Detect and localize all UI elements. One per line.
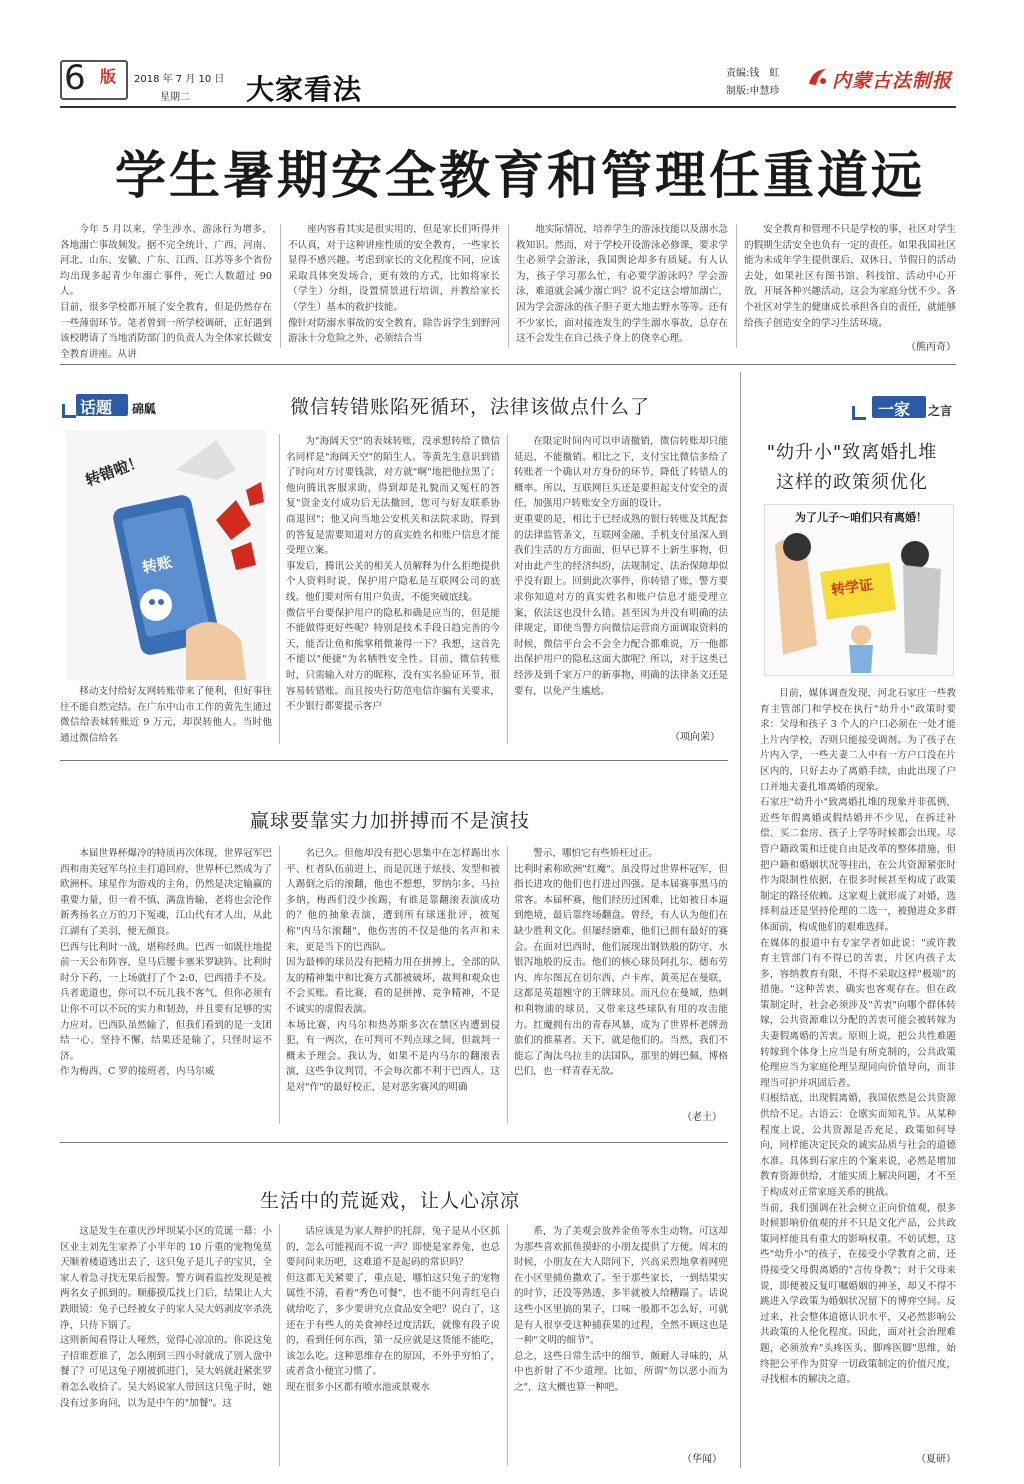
wechat-byline: （项向荣） <box>670 732 720 743</box>
illustration-bubble: 转错啦！ <box>82 452 146 490</box>
tag-corner-icon-right <box>852 406 866 420</box>
wechat-divider-1 <box>279 434 280 744</box>
wechat-title: 微信转错账陷死循环，法律该做点什么了 <box>289 396 650 418</box>
illustration-screen-text: 转账 <box>140 553 174 577</box>
topic-tag <box>62 394 172 424</box>
right-title-line-1: "幼升小"致离婚扎堆 <box>766 442 938 463</box>
lead-divider-1 <box>280 224 281 348</box>
wechat-col-3: 在限定时间内可以申请撤销，微信转账却只能延迟，不能撤销。相比之下，支付宝比微信多给了转账者一个确认对方身份的环节，降低了转错人的概率。所以，互联网巨头还是要担起支付安全的责任，加强用户转账安全方面的设计。 更重要的是，相比于已经成熟的银行转账及其配套的法律监管条文，互联网金融、手机支付虽深入到我们生活的方方面面，但早已算不上新生事物，但对由此产生的经济纠纷，法规制定、法治保障却似乎没有跟上。回到此次事件，你转错了账，警方要求你知道对方的真实姓名和账户信息才能受理立案，依法这也没什么错。甚至因为并没有明确的法律规定，即使当警方向微信运营商方面调取资料的时候，微信平台会不会全力配合都难说，万一他都出保护用户的隐私这面大旗呢？所以，对于这类已经涉及到千家万户的新事物，明确的法律条文还是要有，以免产生尴尬。 <box>514 436 728 697</box>
rabbit-divider-2 <box>507 1224 508 1466</box>
wechat-caption: 移动支付给好友网转账带来了便利，但好事往往不能自然完结。在广东中山市工作的黄先生通过微信给表妹转账近 9 万元，却误转他人。当时他通过微信给名 <box>60 686 272 744</box>
lead-col-3: 地实际情况，培养学生的游泳技能以及溺水急救知识。然而，对于学校开设游泳必修课，要求学生必须学会游泳，我国舆论却多有质疑。有人认为，孩子学习那么忙，有必要学游泳吗？学会游泳，难道就会减少溺亡吗？说不定这会增加溺亡，因为学会游泳的孩子胆子更大地去野水等等。还有不少家长，面对接连发生的学生溺水事故，总存在这不会发生在自己孩子身上的侥幸心理。 <box>516 224 728 345</box>
lead-divider-2 <box>508 224 509 348</box>
layout-credit: 制版:申慧珍 <box>726 86 780 97</box>
lead-bottom-rule <box>60 364 956 365</box>
football-byline: （老土） <box>682 1112 722 1123</box>
opinion-tag <box>852 396 962 426</box>
cartoon-caption: 为了儿子～咱们只有离婚！ <box>795 511 927 524</box>
paper-name-logo: 内蒙古法制报 <box>832 70 953 92</box>
main-headline: 学生暑期安全教育和管理任重道远 <box>114 146 925 206</box>
masthead <box>0 0 1024 112</box>
rabbit-col-2: 话应该是为家人辩护的托辞，兔子是从小区抓的，怎么可能视而不说一声？即使是家养兔，也总要问问来历吧，这难道不是起码的常识吗？ 但这都无关紧要了，重点是，哪怕这只兔子的宠物属性不清，看着"秀色可餐"，也不能不问青红皂白就给吃了，多少要讲究点食品安全吧？说白了，这还在于有些人的美食神经过度活跃，就像有段子说的，看到任何东西，第一反应就是这货能不能吃，该怎么吃。这种思维存在的原因，不外乎穷怕了，或者贪小便宜习惯了。 现在很多小区都有喷水池或景观水 <box>286 1226 500 1393</box>
editor-credit: 责编:钱 虹 <box>726 68 780 79</box>
right-body: 目前，媒体调查发现，河北石家庄一些教育主管部门和学校在执行"幼升小"政策时要求：父母和孩子 3 个人的户口必须在一处才能上片内学校，否则只能接受调剂。为了孩子在片内入学，一些夫妻二人中有一方户口没在片区内的，只好去办了离婚手续，由此出现了户口并地夫妻扎堆离婚的现象。 石家庄"幼升小"致离婚扎堆的现象并非孤例，近些年假离婚或假结婚并不少见，在拆迁补偿、买二套房、孩子上学等时候都会出现。尽管户籍政策和迁徙自由是改革的整体措施，但把户籍和婚姻状况等挂出，在公共资源紧张时作为限制性依据，在很多时候甚至构成了政策制定的路径依赖。这家观上就形成了对婚，选择利益还是坚持伦理的二选一，被抛进众多群体面前，构成他们的艰难选择。 在媒体的报道中有专家学者如此说："或许教育主管部门有不得已的苦衷，片区内孩子太多，容纳教育有限，不得不采取这样"极端"的措施。"这种苦衷，确实也客观存在。但在政策制定时，社会必须涉及"苦衷"向哪个群体转嫁，公共资源难以分配的苦衷可能会被转嫁为夫妻假离婚的苦衷。原则上说，把公共性难题转嫁到个体身上应当是有所克制的，公共政策伦理应当为家庭伦理呈现同向价值导向，而非理当可护并巩固后者。 归根结底，出现假离婚，我国依然是公共资源供给不足。古语云：仓廪实而知礼节。从某种程度上说，公共资源是否充足，政策如何导向，同样能决定民众的诚实品质与社会的道德水准。具体到石家庄的个案来说，必然是增加教育资源供给，才能实质上解决问题，才不至于构成对正常家庭关系的挑战。 当前，我们强调在社会树立正向价值观，很多时候影响价值观的并不只是文化产品，公共政策同样能具有重大的影响权重。不妨试想，这些"幼升小"的孩子，在接受小学教育之前，还得接受父母假离婚的"言传身教"；对于父母来说，即便被反复叮嘱婚姻的神圣，却又不得不跳进入学政策为婚姻状况留下的博弈空间。反过来，社会整体道德认识水平，又必然影响公共政策的人伦化程度。因此，面对社会治理难题，必须放弃"头疼医头、脚疼医脚"思维，始终把公平作为贯穿一切政策制定的价值尺度，寻找根本的解决之道。 <box>760 688 956 1386</box>
masthead-rule <box>60 106 956 108</box>
football-divider-2 <box>507 846 508 1124</box>
topic-tag-main: 话题 <box>80 398 113 417</box>
wechat-col-2: 为"海阔天空"的表妹转账，没承想转给了微信名同样是"海阔天空"的陌生人。等黄先生意识到错了时向对方讨要钱款，对方就"啊"地把他拉黑了；他向腾讯客服求助，得到却是礼貌而又冤枉的答复"资金支付成功后无法撤回，您可与好友联系协商退回"；他又向当地公安机关和法院求助，得到的答复是需要知道对方的真实姓名和账户信息才能受理立案。 事发后，腾讯公关的相关人员解释为什么拒绝提供个人资料时说，保护用户隐私是互联网公司的底线。他们要对所有用户负责，不能突破底线。 微信平台要保护用户的隐私和确是应当的，但是能不能做得更好些呢？特别是技术手段日趋完善的今天，能否让鱼和熊掌稍微兼得一下？我想，这首先不能以"便捷"为名牺牲安全性。目前，微信转账时，只需输入对方的昵称，没有实名验证环节，很容易转错账。而且按央行防范电信诈骗有关要求，不少银行都要提示客户 <box>286 436 500 713</box>
page-number: 6 <box>64 58 86 98</box>
football-bottom-rule <box>60 1142 728 1143</box>
wechat-divider-2 <box>507 434 508 744</box>
lead-col-1: 今年 5 月以来，学生涉水、游泳行为增多，各地溺亡事故频发。据不完全统计，广西、河南、河北、山东、安徽、广东、江西、江苏等多个省份均出现多起青少年溺亡事件，死亡人数超过 90 人。 目前，很多学校都开展了安全教育，但是仍然存在一些薄弱环节。笔者曾到一所学校调研，正好遇到该校聘请了当地消防部门的负责人为全体家长做安全教育讲座。从讲 <box>60 224 272 360</box>
opinion-tag-sub: 之言 <box>928 404 953 418</box>
wechat-bottom-rule <box>60 760 728 761</box>
right-column-divider <box>740 372 741 1468</box>
lead-divider-3 <box>736 224 737 348</box>
lead-byline: （熊丙奇） <box>906 342 956 353</box>
lead-col-2: 座内容看其实是很实用的，但是家长们听得并不认真，对于这种讲座性质的安全教育，一些家长显得不感兴趣。考虑到家长的文化程度不同，应该采取具体突发场合，更有效的方式，比如将家长（学生）分组，设置情景进行培训，并教给家长（学生）基本的救护技能。 像针对防溺水事故的安全教育，除告诉学生到野河游泳十分危险之外，必须结合当 <box>288 224 500 345</box>
football-col-2: 名已久。但他却没有把心思集中在怎样踢出水平、杠者队伍前进上，而是沉迷于炫技、发型和被人踢倒之后的滚翻，他也不想想，罗纳尔多、马拉多纳，梅西们没少挨踢，有谁是靠翻滚表演成功的？他的抽象表演，遭到所有球迷批评，被冤称"内马尔滚翻"，他伤害的不仅是他的名声和未来，更是当下的巴西队。 因为最棒的球员没有把精力用在拼搏上，全部的队友的精神集中和比赛方式都被破坏，裁判和观众也不会买账。看比赛，看的是拼搏、竞争精神，不是不诚实的虚假表演。 本场比赛，内马尔和热苏斯多次在禁区内遭到侵犯，有一两次，在可判可不判点球之间，但裁判一概未予理会。我认为，如果不是内马尔的翻滚表演，这些争议判罚，不会每次都不利于巴西人。这是对"作"的最好校正，是对恶劣赛风的明确 <box>286 848 500 1093</box>
issue-date: 2018 年 7 月 10 日 <box>134 74 225 85</box>
wechat-illustration <box>66 430 266 680</box>
section-title: 大家看法 <box>246 73 363 106</box>
right-byline: （夏研） <box>916 1454 956 1465</box>
football-divider-1 <box>279 846 280 1124</box>
football-title: 赢球要靠实力加拼搏而不是演技 <box>249 810 530 832</box>
football-col-1: 本届世界杯爆冷的特质再次体现，世界冠军巴西和南美冠军乌拉圭打道回府，世界杯已然成为了欧洲杯。球星作为游戏的主角，仍然是决定输赢的重要力量，但一着不慎、满盘皆输，老将也会沦作新秀扬名立万的刀下冤魂，江山代有才人出，从此江湖有了美羽，便无颜良。 巴西与比利时一战，堪称经典。巴西一如既往地提前一天公布阵容，皇马后腰卡塞米罗缺阵。比利时时分下药，一上场就打了个 2:0，巴西措手不及。兵者诡道也，你可以不玩儿我不客气，但你必须有让你不可以不玩的实力和韧劲，并且要有足够的实力应对。巴西队虽然输了，但我们看到的是一支团结一心、坚持不懈，结果还是输了，只怪时运不济。 作为梅西、C 罗的接班者，内马尔威 <box>60 848 272 1078</box>
football-col-3: 警示，哪怕它有些矫枉过正。 比利时素称欧洲"红魔"。虽没得过世界杯冠军，但指长进攻的他们也打进过四强。是本届赛事黑马的常客。本届杯赛，他们经历过困难，比如被日本逼到绝境，最后靠终场翻盘。曾经，有人认为他们在缺少胜利文化。但屡经磨难，他们已拥有最好的赛会。在面对巴西时，他们展现出钢铁般的防守、水银泻地般的反击。他们的核心球员阿扎尔、德布劳内、库尔图瓦在切尔西、卢卡库、黄英尼在曼联，这都是英超翘守的王牌球员。而凡位在曼城，热刺和利物浦的球员，又带来这些球队有用的攻击能力。红魔拥有出的青春风暴，成为了世界杯老牌劲旅们的推墓者。天下，就是他们的。当然，我们不能忘了淘汰乌拉圭的法国队，那里的姆巴佩、博格巴们，也一样青春无敌。 <box>514 848 728 1078</box>
rabbit-title: 生活中的荒诞戏，让人心凉凉 <box>259 1190 520 1212</box>
paper-logo-icon <box>806 66 830 88</box>
rabbit-col-3: 系，为了美观会放养金鱼等水生动物。可这却为那些喜欢抓鱼摸虾的小朋友提供了方便。周末的时候，小朋友在大人陪同下，兴高采烈地拿着网兜在小区里捕鱼撒欢了。至于那些家长，一到结果实的时节，还没等熟透，多半就被人给糟蹋了。话说这些小区里搞的果子，口味一般都不怎么好，可就是有人很享受这种捕获果的过程，全然不顾这也是一种"文明的细节"。 总之，这些日常生活中的细节，颇耐人寻味的，从中也折射了不少道理。比如，所谓"勿以恶小而为之"，这大概也算一种吧。 <box>514 1226 728 1393</box>
rabbit-byline: （华闻） <box>682 1454 722 1465</box>
rabbit-divider-1 <box>279 1224 280 1466</box>
cartoon-sign-text: 转学证 <box>830 577 875 599</box>
right-title-line-2: 这样的政策须优化 <box>776 472 928 493</box>
lead-col-4: 安全教育和管理不只是学校的事，社区对学生的假期生活安全也负有一定的责任。如果我国社区能为未成年学生提供课后、双休日、节假日的活动去处，如果社区有图书馆、科技馆、活动中心开放，开展各种兴趣活动，这会为家庭分忧不少。各个社区对学生的健康成长承担各自的责任，就能够给孩子创造安全的学习生活环境。 <box>744 224 956 329</box>
opinion-tag-main: 一家 <box>878 400 911 419</box>
rabbit-col-1: 这是发生在重庆沙坪坝某小区的荒诞一幕：小区业主刘先生家养了小半年的 10 斤重的宠物兔莫天顺着楼道逃出去了，这只兔子是儿子的宝贝，全家人着急寻找无果后报警。警方调看监控发现是被两名女子抓到的。顺藤摸瓜找上门后，结果让人大跌眼镜：兔子已经被女子的家人吴大妈剥皮宰杀洗净，只待下锅了。 这则新闻看得让人哑然，觉得心凉凉的。你说这兔子招谁惹谁了，怎么刚到三四小时就成了别人盘中餐了？可见这兔子刚被抓进门，吴大妈就赶紧张罗着怎么收拾了。吴大妈说家人带回这只兔子时，她没有过多询问，以为是中午的"加餐"。这 <box>60 1226 272 1409</box>
divorce-cartoon <box>764 504 954 676</box>
issue-weekday: 星期二 <box>160 92 190 103</box>
tag-corner-icon <box>62 404 76 418</box>
topic-tag-sub: 䃇㼌 <box>132 402 157 416</box>
page-ban-label: 版 <box>100 67 117 86</box>
